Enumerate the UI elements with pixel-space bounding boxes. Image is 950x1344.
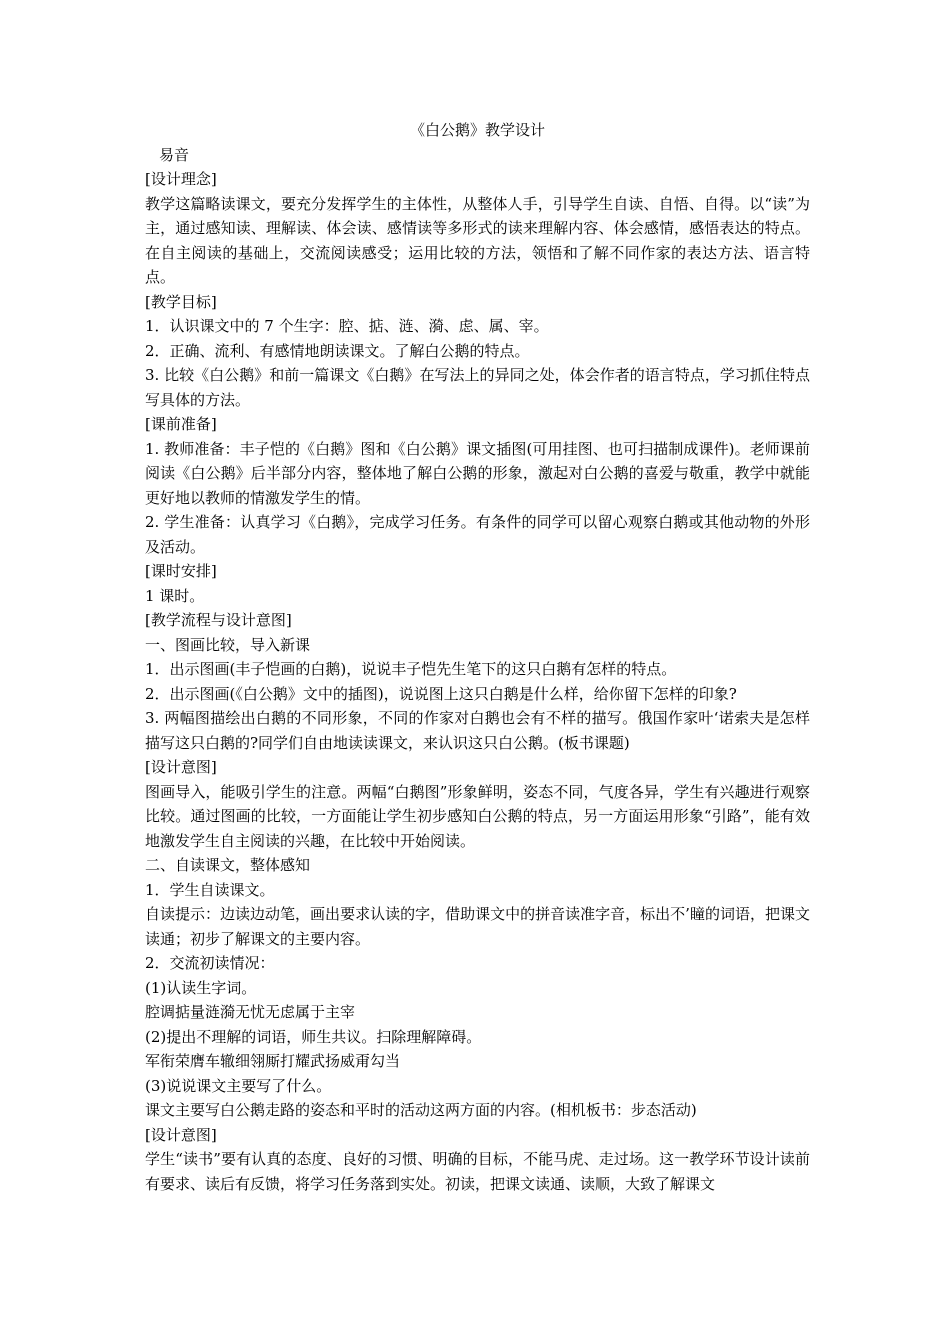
paragraph: (3)说说课文主要写了什么。 — [145, 1076, 332, 1095]
paragraph: 腔调掂量涟漪无忧无虑属于主宰 — [145, 1003, 356, 1021]
paragraph: 课文主要写白公鹅走路的姿态和平时的活动这两方面的内容。(相机板书：步态活动) — [145, 1101, 697, 1119]
paragraph: 1. 教师准备：丰子恺的《白鹅》图和《白公鹅》课文插图(可用挂图、也可扫描制成课件)。老师课前阅读《白公鹅》后半部分内容，整体地了解白公鹅的形象，激起对白公鹅的喜爱与敬重，教学中就能更好地以教师的情激发学生的情。 — [145, 439, 810, 507]
paragraph: 图画导入，能吸引学生的注意。两幅“白鹅图”形象鲜明，姿态不同，气度各异，学生有兴趣进行观察比较。通过图画的比较，一方面能让学生初步感知白公鹅的特点，另一方面运用形象“引路”，能有效地激发学生自主阅读的兴趣，在比较中开始阅读。 — [145, 782, 810, 850]
paragraph: 学生“读书”要有认真的态度、良好的习惯、明确的目标，不能马虎、走过场。这一教学环节设计读前有要求、读后有反馈，将学习任务落到实处。初读，把课文读通、读顺，大致了解课文 — [145, 1150, 810, 1193]
document-body — [145, 167, 810, 1196]
paragraph: 3. 比较《白公鹅》和前一篇课文《白鹅》在写法上的异同之处，体会作者的语言特点，学习抓住特点写具体的方法。 — [145, 366, 810, 409]
paragraph: (1)认读生字词。 — [145, 978, 257, 997]
paragraph: 军衔荣膺车辙细翎厮打耀武扬威甭勾当 — [145, 1052, 401, 1070]
paragraph: 1．学生自读课文。 — [145, 880, 275, 899]
author-name: 易音 — [159, 145, 190, 164]
paragraph: 2．出示图画(《白公鹅》文中的插图)，说说图上这只白鹅是什么样，给你留下怎样的印象? — [145, 684, 737, 703]
paragraph: 1．出示图画(丰子恺画的白鹅)，说说丰子恺先生笔下的这只白鹅有怎样的特点。 — [145, 660, 677, 678]
paragraph: [设计理念] — [145, 170, 217, 188]
paragraph: [设计意图] — [145, 1125, 217, 1144]
paragraph: [设计意图] — [145, 758, 217, 776]
document-page — [145, 118, 810, 1196]
paragraph: 2．正确、流利、有感情地朗读课文。了解白公鹅的特点。 — [145, 341, 530, 360]
paragraph: 1 课时。 — [145, 586, 205, 605]
paragraph: (2)提出不理解的词语，师生共议。扫除理解障碍。 — [145, 1027, 482, 1046]
document-title: 《白公鹅》教学设计 — [409, 121, 545, 139]
paragraph: [教学流程与设计意图] — [145, 611, 292, 629]
paragraph: [教学目标] — [145, 292, 217, 311]
paragraph: 自读提示：边读边动笔，画出要求认读的字，借助课文中的拼音读准字音，标出不’瞳的词语，把课文读通；初步了解课文的主要内容。 — [145, 905, 810, 948]
paragraph: 3. 两幅图描绘出白鹅的不同形象，不同的作家对白鹅也会有不样的描写。俄国作家叶‘诺索夫是怎样描写这只白鹅的?同学们自由地读读课文，来认识这只白公鹅。(板书课题) — [145, 709, 810, 752]
paragraph: 教学这篇略读课文，要充分发挥学生的主体性，从整体人手，引导学生自读、自悟、自得。以“读”为主，通过感知读、理解读、体会读、感情读等多形式的读来理解内容、体会感情，感悟表达的特点。在自主阅读的基础上，交流阅读感受；运用比较的方法，领悟和了解不同作家的表达方法、语言特点。 — [145, 194, 810, 286]
paragraph: 2. 学生准备：认真学习《白鹅》，完成学习任务。有条件的同学可以留心观察白鹅或其他动物的外形及活动。 — [145, 513, 810, 556]
paragraph: 一、图画比较，导入新课 — [145, 635, 311, 654]
paragraph: 2．交流初读情况： — [145, 954, 275, 972]
paragraph: [课时安排] — [145, 562, 217, 580]
paragraph: [课前准备] — [145, 415, 217, 433]
paragraph: 二、自读课文，整体感知 — [145, 856, 311, 874]
paragraph: 1．认识课文中的 7 个生字：腔、掂、涟、漪、虑、属、宰。 — [145, 317, 549, 335]
